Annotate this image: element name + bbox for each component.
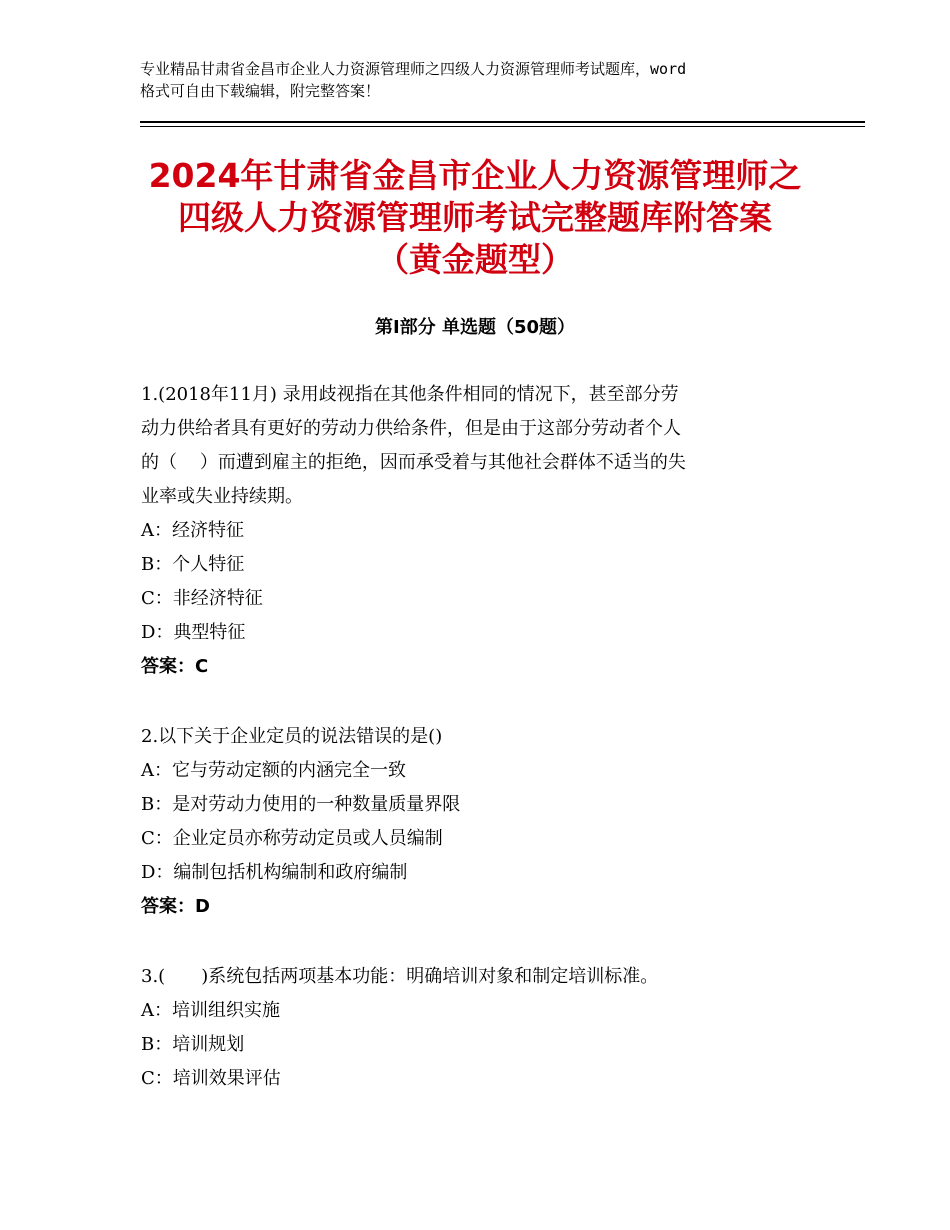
option-c: C：企业定员亦称劳动定员或人员编制	[141, 828, 443, 849]
question-stem-line: 3.( )系统包括两项基本功能：明确培训对象和制定培训标准。	[141, 966, 659, 987]
title-line: 2024年甘肃省金昌市企业人力资源管理师之	[148, 156, 802, 195]
question-stem-line: 动力供给者具有更好的劳动力供给条件，但是由于这部分劳动者个人	[141, 418, 681, 439]
question-1	[141, 378, 821, 684]
option-d: D：编制包括机构编制和政府编制	[141, 862, 408, 883]
header-note-line: 专业精品甘肃省金昌市企业人力资源管理师之四级人力资源管理师考试题库，word	[140, 60, 687, 78]
option-c: C：非经济特征	[141, 588, 263, 609]
question-stem-line: 的（ ）而遭到雇主的拒绝，因而承受着与其他社会群体不适当的失	[141, 452, 686, 473]
header-note-line: 格式可自由下载编辑，附完整答案！	[140, 82, 381, 100]
question-3	[141, 960, 821, 1096]
question-2	[141, 720, 821, 924]
answer: 答案：C	[141, 656, 209, 677]
section-title: 第Ⅰ部分 单选题（50题）	[374, 317, 575, 338]
title-line: 四级人力资源管理师考试完整题库附答案	[178, 198, 772, 237]
option-d: D：典型特征	[141, 622, 246, 643]
question-list	[141, 378, 821, 1132]
option-b: B：是对劳动力使用的一种数量质量界限	[141, 794, 461, 815]
option-c: C：培训效果评估	[141, 1068, 281, 1089]
option-a: A：经济特征	[141, 520, 244, 541]
header-note	[140, 58, 820, 102]
document-title	[100, 155, 850, 281]
title-line: （黄金题型）	[376, 240, 574, 279]
answer: 答案：D	[141, 896, 210, 917]
option-a: A：它与劳动定额的内涵完全一致	[141, 760, 406, 781]
question-stem-line: 1.(2018年11月) 录用歧视指在其他条件相同的情况下，甚至部分劳	[141, 384, 679, 405]
header-divider-thick	[140, 121, 865, 123]
header-divider-thin	[140, 126, 865, 127]
question-stem-line: 2.以下关于企业定员的说法错误的是()	[141, 726, 443, 747]
option-a: A：培训组织实施	[141, 1000, 280, 1021]
question-stem-line: 业率或失业持续期。	[141, 486, 303, 507]
option-b: B：个人特征	[141, 554, 245, 575]
option-b: B：培训规划	[141, 1034, 245, 1055]
